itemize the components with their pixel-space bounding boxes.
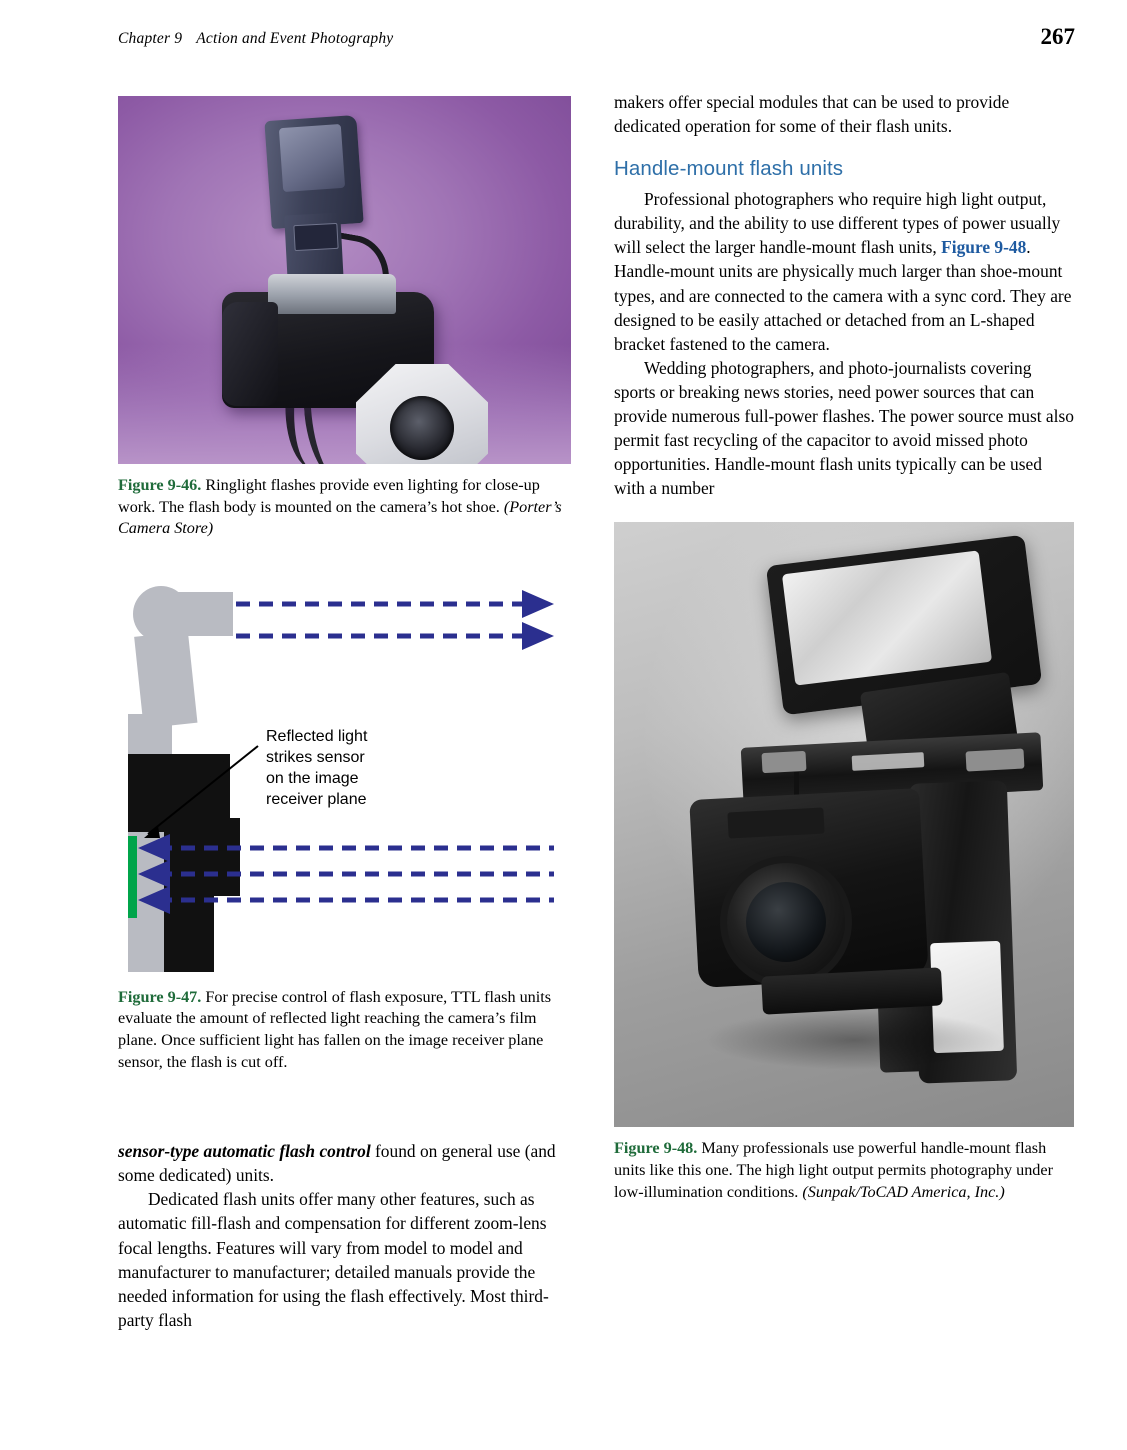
figure-9-46-image	[118, 96, 571, 464]
figure-9-48-label: Figure 9-48.	[614, 1139, 698, 1158]
leadin-term: sensor-type automatic flash control	[118, 1141, 371, 1162]
photo-flash-face	[279, 124, 345, 192]
diagram-upper-arm	[134, 631, 197, 728]
figure-9-46-credit: (Porter’s Camera Store)	[118, 497, 562, 538]
paragraph-wedding-photographers: Wedding photographers, and photo-journalists covering sports or breaking news stories, need power sources that can provide numerous full-power flashes. The power source must also permit fast recycling of the capacitor to avoid missed photo opportunities. Handle-mount flash units typically can be used with a number	[614, 357, 1074, 499]
running-head	[118, 30, 393, 48]
diagram-outgoing-rays	[236, 604, 522, 636]
right-column-body	[614, 90, 1074, 500]
callout-line-1: Reflected light	[266, 727, 368, 745]
left-column-body	[118, 1139, 571, 1332]
figure-9-46-text: Ringlight flashes provide even lighting for close-up work. The flash body is mounted on the camera’s hot shoe.	[118, 476, 540, 516]
figure-9-47-label: Figure 9-47.	[118, 987, 202, 1006]
callout-line-3: on the image	[266, 769, 359, 787]
figure-9-48-caption	[614, 1138, 1074, 1203]
callout-line-2: strikes sensor	[266, 748, 365, 766]
photo-ringlight-aperture	[390, 396, 454, 460]
photo48-dial-right	[966, 749, 1025, 772]
para1-part-b: . Handle-mount units are physically much larger than shoe-mount types, and are connected to the camera with a sync cord. They are designed to be easily attached or detached from an L-shaped bracket fastened to the camera.	[614, 237, 1072, 354]
photo48-shadow	[704, 1010, 1004, 1070]
paragraph-dedicated-units: Dedicated flash units offer many other features, such as automatic fill-flash and compensation for different zoom-lens focal lengths. Features will vary from model to model and manufacturer to manufacturer; detailed manuals provide the needed information for using the flash effectively. Most third-party flash	[118, 1189, 549, 1330]
diagram-arrow-out-1	[522, 590, 554, 618]
photo-flash-label	[293, 223, 338, 251]
diagram-sensor-strip	[128, 836, 137, 918]
page-number: 267	[1040, 24, 1075, 49]
running-head-title: Action and Event Photography	[196, 30, 394, 47]
paragraph-top-continued: makers offer special modules that can be used to provide dedicated operation for some of their flash units.	[614, 92, 1010, 137]
figure-9-47-diagram	[118, 586, 571, 976]
photo48-dial-left	[762, 751, 807, 773]
para1-part-a: Professional photographers who require high light output, durability, and the ability to use different types of power usually will select the larger handle-mount flash units,	[614, 189, 1061, 258]
paragraph-professional-photographers	[614, 187, 1074, 356]
photo-camera-grip	[222, 302, 278, 406]
photo-camera-top-plate	[268, 274, 396, 314]
figure-9-46-label: Figure 9-46.	[118, 476, 202, 494]
figure-9-48-image	[614, 522, 1074, 1127]
right-column	[614, 90, 1074, 1203]
photo48-lens-element	[746, 882, 826, 962]
figure-9-46-caption	[118, 475, 571, 540]
subhead-handle-mount-flash-units: Handle-mount flash units	[614, 157, 844, 181]
diagram-flash-head	[161, 592, 233, 636]
paragraph-leadin	[118, 1139, 571, 1187]
diagram-arrow-out-2	[522, 622, 554, 650]
leadin-rest: found on general use (and some dedicated) units.	[118, 1141, 556, 1186]
figure-9-47-text: For precise control of flash exposure, TTL flash units evaluate the amount of reflected light reaching the camera’s film plane. Once sufficient light has fallen on the image receiver plane sensor, the flash is cut off.	[118, 987, 552, 1071]
figure-reference-9-48: Figure 9-48	[941, 237, 1027, 258]
running-head-chapter: Chapter 9	[118, 30, 183, 47]
left-column	[118, 96, 571, 1332]
figure-9-47-caption	[118, 987, 571, 1073]
callout-line-4: receiver plane	[266, 790, 367, 808]
diagram-callout-text	[266, 726, 446, 810]
figure-9-48-credit: (Sunpak/ToCAD America, Inc.)	[802, 1182, 1005, 1201]
figure-9-48-text: Many professionals use powerful handle-mount flash units like this one. The high light output permits photography under low-illumination conditions.	[614, 1139, 1053, 1201]
